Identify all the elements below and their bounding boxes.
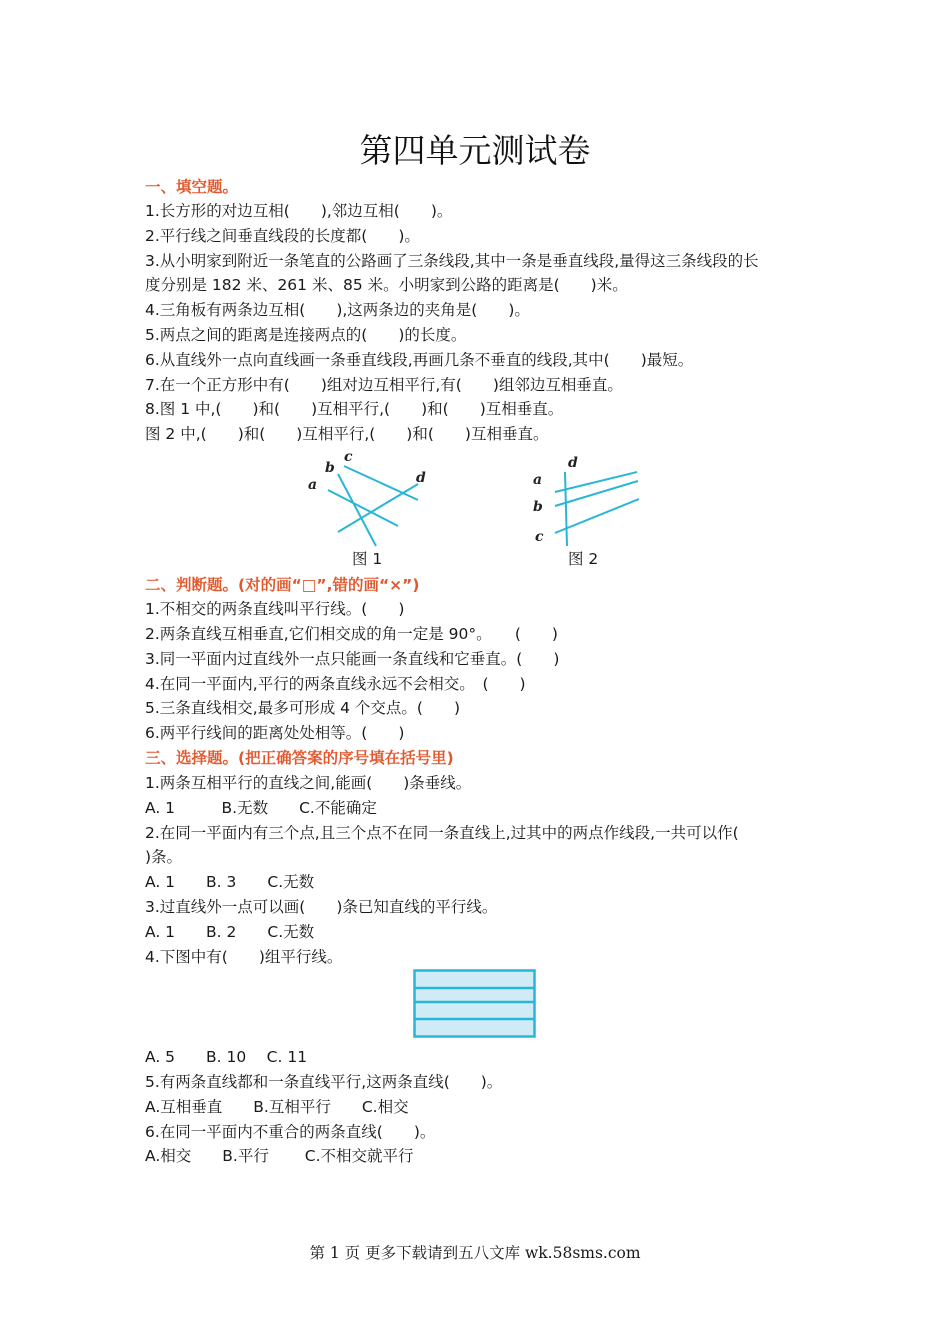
- section-2-heading: 二、判断题。(对的画“□”,错的画“×”): [145, 576, 420, 594]
- fig1-label-c: c: [344, 449, 353, 465]
- fig1-line-c: [344, 466, 418, 500]
- s2-question-1: 1.不相交的两条直线叫平行线。( ): [145, 600, 405, 618]
- figure-2-caption: 图 2: [568, 550, 599, 568]
- s3-question-3-options: A. 1 B. 2 C.无数: [145, 923, 315, 941]
- s1-question-4: 4.三角板有两条边互相( ),这两条边的夹角是( )。: [145, 301, 530, 319]
- fig2-line-d: [565, 472, 567, 546]
- s2-question-2: 2.两条直线互相垂直,它们相交成的角一定是 90°。 ( ): [145, 625, 558, 643]
- s1-question-3-line-1: 3.从小明家到附近一条笔直的公路画了三条线段,其中一条是垂直线段,量得这三条线段的长: [145, 252, 759, 270]
- page-footer: 第 1 页 更多下载请到五八文库 wk.58sms.com: [309, 1244, 641, 1262]
- s3-question-1-options: A. 1 B.无数 C.不能确定: [145, 799, 377, 817]
- figure-2-diagram: [525, 450, 650, 548]
- s3-question-5-options: A.互相垂直 B.互相平行 C.相交: [145, 1098, 409, 1116]
- fig2-label-d: d: [568, 455, 578, 471]
- fig2-label-b: b: [533, 499, 543, 515]
- s3-question-3: 3.过直线外一点可以画( )条已知直线的平行线。: [145, 898, 498, 916]
- fig1-label-a: a: [308, 477, 318, 493]
- s2-question-3: 3.同一平面内过直线外一点只能画一条直线和它垂直。( ): [145, 650, 560, 668]
- figure-1-caption: 图 1: [352, 550, 383, 568]
- s3-question-2-options: A. 1 B. 3 C.无数: [145, 873, 315, 891]
- fig1-label-d: d: [416, 470, 426, 486]
- rect-frame: [415, 971, 535, 1037]
- s3-question-4: 4.下图中有( )组平行线。: [145, 948, 343, 966]
- s1-question-6: 6.从直线外一点向直线画一条垂直线段,再画几条不垂直的线段,其中( )最短。: [145, 351, 694, 369]
- page-title: 第四单元测试卷: [359, 131, 591, 170]
- section-1-heading: 一、填空题。: [145, 178, 239, 196]
- s3-question-1: 1.两条互相平行的直线之间,能画( )条垂线。: [145, 774, 472, 792]
- fig1-line-b: [338, 474, 376, 546]
- s1-question-1: 1.长方形的对边互相( ),邻边互相( )。: [145, 202, 453, 220]
- s3-question-2-line-2: )条。: [145, 848, 183, 866]
- fig1-line-d: [338, 484, 418, 532]
- fig1-label-b: b: [325, 460, 335, 476]
- s3-question-5: 5.有两条直线都和一条直线平行,这两条直线( )。: [145, 1073, 503, 1091]
- s1-question-3-line-2: 度分别是 182 米、261 米、85 米。小明家到公路的距离是( )米。: [145, 276, 628, 294]
- fig2-label-c: c: [535, 529, 544, 545]
- s1-question-2: 2.平行线之间垂直线段的长度都( )。: [145, 227, 420, 245]
- s1-question-8-fig2: 图 2 中,( )和( )互相平行,( )和( )互相垂直。: [145, 425, 549, 443]
- section-3-heading: 三、选择题。(把正确答案的序号填在括号里): [145, 749, 454, 767]
- fig2-line-b: [555, 481, 638, 506]
- s2-question-5: 5.三条直线相交,最多可形成 4 个交点。( ): [145, 699, 461, 717]
- parallel-lines-figure: [413, 969, 537, 1039]
- fig2-line-c: [555, 499, 639, 533]
- s3-question-6-options: A.相交 B.平行 C.不相交就平行: [145, 1147, 414, 1165]
- s1-question-7: 7.在一个正方形中有( )组对边互相平行,有( )组邻边互相垂直。: [145, 376, 623, 394]
- s3-question-6: 6.在同一平面内不重合的两条直线( )。: [145, 1123, 436, 1141]
- s1-question-5: 5.两点之间的距离是连接两点的( )的长度。: [145, 326, 467, 344]
- s3-question-2-line-1: 2.在同一平面内有三个点,且三个点不在同一条直线上,过其中的两点作线段,一共可以作(: [145, 824, 739, 842]
- s1-question-8-fig1: 8.图 1 中,( )和( )互相平行,( )和( )互相垂直。: [145, 400, 564, 418]
- figure-1-diagram: [300, 448, 440, 548]
- fig2-label-a: a: [533, 472, 543, 488]
- s3-question-4-options: A. 5 B. 10 C. 11: [145, 1048, 308, 1066]
- s2-question-4: 4.在同一平面内,平行的两条直线永远不会相交。 ( ): [145, 675, 526, 693]
- fig2-line-a: [555, 472, 637, 492]
- s2-question-6: 6.两平行线间的距离处处相等。( ): [145, 724, 405, 742]
